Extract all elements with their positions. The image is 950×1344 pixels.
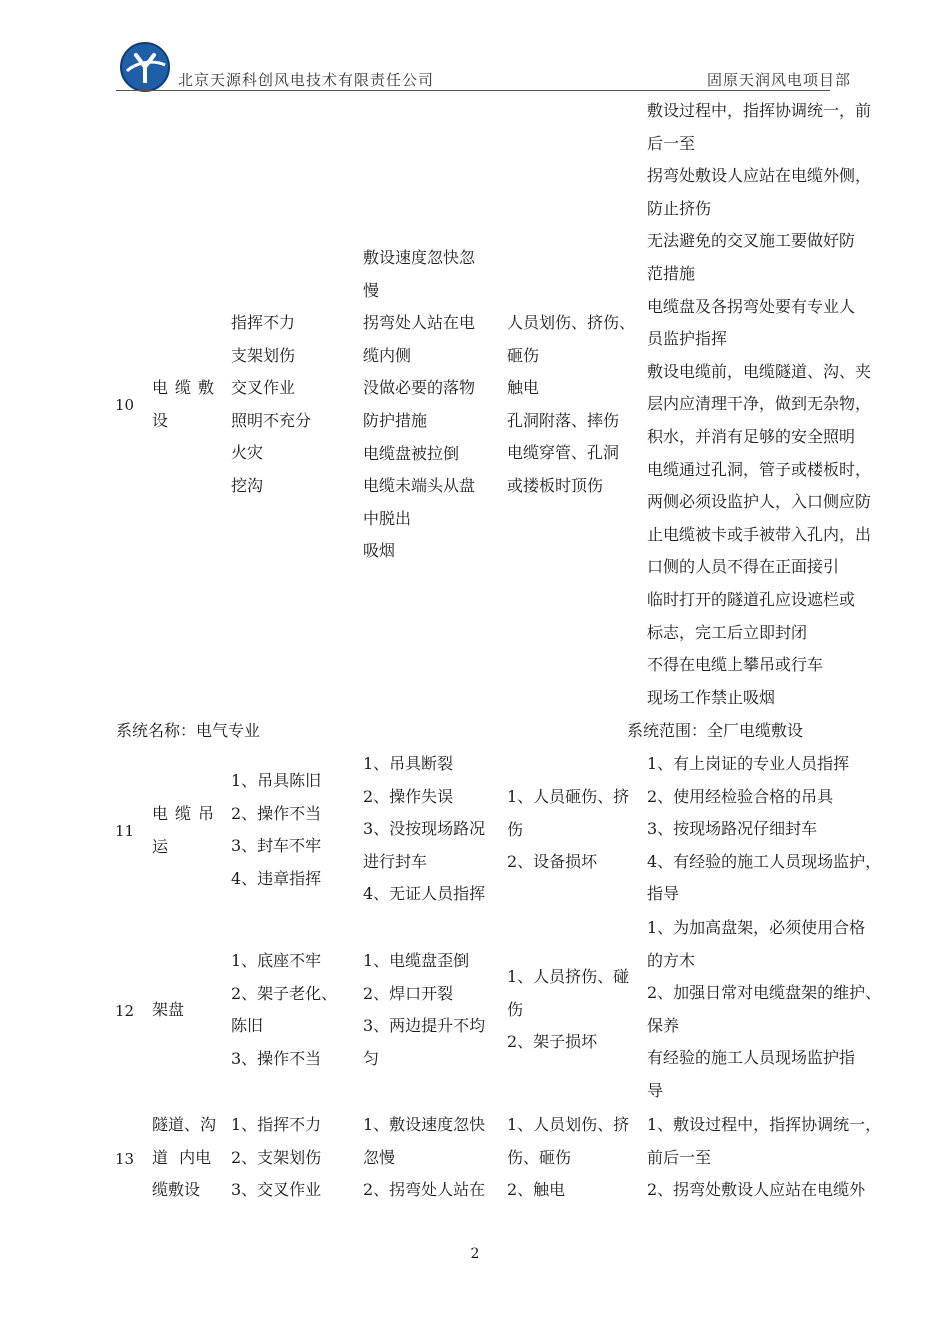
row-hazards: 敷设速度忽快忽 慢 拐弯处人站在电 缆内侧 没做必要的落物 防护措施 电缆盘被拉倒 电缆未端头从盘 中脱出 吸烟: [363, 248, 476, 561]
page-number: 2: [470, 1246, 480, 1262]
header-divider: [116, 90, 830, 91]
row-measures: 1、为加高盘架，必须使用合格 的方木 2、加强日常对电缆盘架的维护、 保养 有经验的施工人员现场监护指 导: [647, 918, 882, 1100]
row-number: 11: [115, 822, 135, 840]
row-number: 10: [115, 396, 135, 414]
row-name: 隧道、沟 道 内电 缆敷设: [152, 1115, 217, 1200]
row-measures: 1、有上岗证的专业人员指挥 2、使用经检验合格的吊具 3、按现场路况仔细封车 4、有经验的施工人员现场监护， 指导: [647, 754, 882, 904]
row-causes: 指挥不力 支架划伤 交叉作业 照明不充分 火灾 挖沟: [231, 313, 312, 495]
row-name: 电缆吊 运: [152, 804, 222, 856]
row-hazards: 1、敷设速度忽快 忽慢 2、拐弯处人站在: [363, 1115, 486, 1200]
company-logo: [119, 41, 171, 93]
row-harms: 人员划伤、挤伤、 砸伤 触电 孔洞附落、摔伤 电缆穿管、孔洞 或搂板时顶伤: [507, 313, 636, 495]
header-company: 北京天源科创风电技术有限责任公司: [178, 71, 435, 89]
row-causes: 1、指挥不力 2、支架划伤 3、交叉作业: [231, 1115, 322, 1200]
row-name: 架盘: [152, 1000, 185, 1019]
row-hazards: 1、吊具断裂 2、操作失误 3、没按现场路况 进行封车 4、无证人员指挥: [363, 754, 486, 904]
header-project: 固原天润风电项目部: [707, 71, 852, 89]
row-causes: 1、吊具陈旧 2、操作不当 3、封车不牢 4、违章指挥: [231, 771, 322, 888]
row-number: 13: [115, 1150, 135, 1168]
row-hazards: 1、电缆盘歪倒 2、焊口开裂 3、两边提升不均 匀: [363, 951, 486, 1068]
row-measures: 敷设过程中，指挥协调统一，前 后一至 拐弯处敷设人应站在电缆外侧， 防止挤伤 无法避免的交叉施工要做好防 范措施 电缆盘及各拐弯处要有专业人 员监护指挥 敷设电缆前，电缆隧道、沟、夹 层内应清理干净，做到无杂物， 积水，并消有足够的安全照明 电缆通过孔洞，管子或楼板时， 两侧必须设监护人，入口侧应防 止电缆被卡或手被带入孔内，出 口侧的人员不得在正面接引 临时打开的隧道孔应设遮栏或 标志，完工后立即封闭 不得在电缆上攀吊或行车 现场工作禁止吸烟: [647, 101, 872, 707]
row-name: 电缆敷 设: [152, 378, 222, 430]
row-measures: 1、敷设过程中，指挥协调统一， 前后一至 2、拐弯处敷设人应站在电缆外: [647, 1115, 882, 1200]
system-scope: 系统范围：全厂电缆敷设: [627, 721, 804, 740]
system-name: 系统名称：电气专业: [116, 721, 261, 740]
row-causes: 1、底座不牢 2、架子老化、 陈旧 3、操作不当: [231, 951, 338, 1068]
row-harms: 1、人员挤伤、碰 伤 2、架子损坏: [507, 967, 630, 1052]
row-number: 12: [115, 1002, 135, 1020]
row-harms: 1、人员砸伤、挤 伤 2、设备损坏: [507, 787, 630, 872]
row-harms: 1、人员划伤、挤 伤、砸伤 2、触电: [507, 1115, 630, 1200]
